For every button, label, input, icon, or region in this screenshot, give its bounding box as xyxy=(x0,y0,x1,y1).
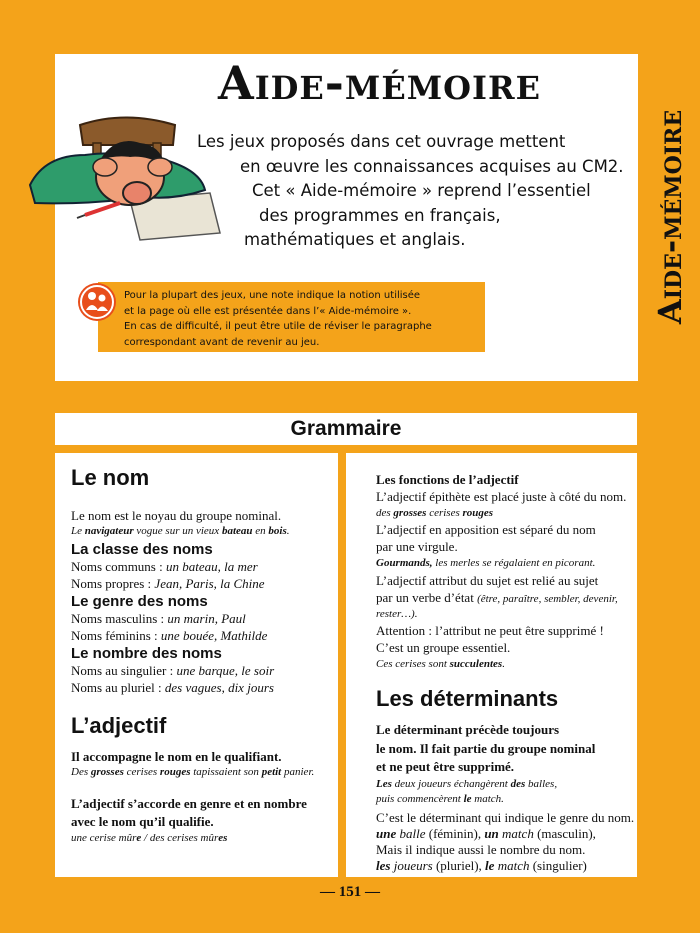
det-definition-line2: le nom. Il fait partie du groupe nominal xyxy=(376,741,596,756)
ex-part: une xyxy=(376,826,397,841)
adjectif-accord-example xyxy=(71,832,227,844)
det-definition-line3: et ne peut être supprimé. xyxy=(376,759,515,774)
note-text xyxy=(124,288,484,350)
attention-text: Attention : l’attribut ne peut être supprimé ! xyxy=(376,623,604,638)
nombre-pluriel xyxy=(71,680,274,696)
det-genre-text: C’est le déterminant qui indique le genre du nom. xyxy=(376,810,635,825)
section-title: Grammaire xyxy=(55,413,637,445)
label: Noms propres : xyxy=(71,576,155,591)
label: Noms au singulier : xyxy=(71,663,177,678)
ex-part: vogue sur un vieux xyxy=(133,525,222,537)
ex-part: / des cerises mûr xyxy=(141,832,219,844)
intro-line: mathématiques et anglais. xyxy=(244,230,466,249)
people-icon xyxy=(78,283,116,321)
ex-part: les xyxy=(376,858,391,873)
intro-text xyxy=(170,130,630,253)
ex-part: une cerise mûr xyxy=(71,832,137,844)
example: des vagues, dix jours xyxy=(164,680,274,695)
ex-part: des xyxy=(510,778,526,790)
intro-line: des programmes en français, xyxy=(259,205,501,225)
ex-part: match. xyxy=(471,793,504,805)
heading-determinants: Les déterminants xyxy=(376,686,559,711)
page-title: Aide-mémoire xyxy=(218,56,541,110)
ex-part: bateau xyxy=(221,525,253,537)
intro-line: en œuvre les connaissances acquises au CM2. xyxy=(240,156,624,176)
essentiel-text: C’est un groupe essentiel. xyxy=(376,640,511,655)
ex-part: rouges xyxy=(159,766,191,778)
ex-part: tapissaient son xyxy=(190,766,262,778)
det-nombre-text: Mais il indique aussi le nombre du nom. xyxy=(376,842,586,857)
ex-part: grosses xyxy=(393,507,427,519)
det-definition-line1: Le déterminant précède toujours xyxy=(376,722,560,737)
heading-fonctions: Les fonctions de l’adjectif xyxy=(376,472,519,487)
ex-part: Les xyxy=(376,778,392,790)
ex-part: panier. xyxy=(281,766,315,778)
classe-propres xyxy=(71,576,265,592)
ex-part: joueurs xyxy=(390,858,433,873)
example: Jean, Paris, la Chine xyxy=(154,576,265,591)
page-number: — 151 — xyxy=(320,884,380,900)
ex-part: Le xyxy=(71,525,85,537)
ex-part: le xyxy=(463,793,472,805)
ex-part: balles, xyxy=(525,778,558,790)
apposition-line2: par une virgule. xyxy=(376,539,458,554)
note-line: Pour la plupart des jeux, une note indique la notion utilisée xyxy=(124,290,421,301)
heading-genre: Le genre des noms xyxy=(71,593,208,610)
ex-part: Gourmands, xyxy=(376,557,433,569)
nombre-singulier xyxy=(71,663,274,679)
side-title-text: Aide-mémoire xyxy=(651,109,689,325)
ex-part: les merles se régalaient en picorant. xyxy=(432,557,596,569)
adjectif-definition: Il accompagne le nom en le qualifiant. xyxy=(71,749,282,764)
note-line: et la page où elle est présentée dans l’« Aide-mémoire ». xyxy=(124,305,412,317)
adjectif-example xyxy=(71,766,314,778)
ex-part: balle xyxy=(396,826,426,841)
label: Noms communs : xyxy=(71,559,166,574)
example: (être, paraître, sembler, devenir, xyxy=(477,593,618,605)
apposition-line1: L’adjectif en apposition est séparé du nom xyxy=(376,522,596,537)
ex-part: e xyxy=(136,832,142,844)
nom-definition: Le nom est le noyau du groupe nominal. xyxy=(71,508,282,523)
ex-part: es xyxy=(218,832,228,844)
ex-part: (pluriel), xyxy=(432,858,486,873)
label: Noms masculins : xyxy=(71,611,168,626)
side-title xyxy=(640,54,700,381)
ex-part: (féminin), xyxy=(425,826,485,841)
ex-part: en xyxy=(252,525,269,537)
ex-part: cerises xyxy=(123,766,160,778)
ex-part: match xyxy=(494,858,530,873)
det-example-line1 xyxy=(376,778,557,790)
attribut-line1: L’adjectif attribut du sujet est relié au sujet xyxy=(376,573,599,588)
ex-part: . xyxy=(502,658,505,670)
text: par un verbe d’état xyxy=(376,590,478,605)
ex-part: succulentes xyxy=(449,658,503,670)
ex-part: petit xyxy=(261,766,282,778)
epithete-example xyxy=(376,507,493,519)
det-example-line2 xyxy=(376,793,504,805)
label: Noms féminins : xyxy=(71,628,161,643)
ex-part: rouges xyxy=(462,507,494,519)
genre-masculins xyxy=(71,611,246,627)
note-line: En cas de difficulté, il peut être utile de réviser le paragraphe xyxy=(124,321,432,332)
example: un bateau, la mer xyxy=(165,559,258,574)
genre-feminins xyxy=(71,628,267,644)
ex-part: bois xyxy=(268,525,287,537)
ex-part: (singulier) xyxy=(529,858,587,873)
heading-nombre: Le nombre des noms xyxy=(71,645,222,662)
adjectif-accord-line1: L’adjectif s’accorde en genre et en nombre xyxy=(71,796,307,811)
example: une barque, le soir xyxy=(176,663,275,678)
classe-communs xyxy=(71,559,258,575)
intro-line: Cet « Aide-mémoire » reprend l’essentiel xyxy=(252,181,591,200)
ex-part: deux joueurs échangèrent xyxy=(391,778,511,790)
note-line: correspondant avant de revenir au jeu. xyxy=(124,336,320,348)
example: un marin, Paul xyxy=(167,611,246,626)
ex-part: puis commencèrent xyxy=(376,793,464,805)
det-nombre-example xyxy=(376,858,587,874)
intro-line: Les jeux proposés dans cet ouvrage mettent xyxy=(197,132,566,151)
epithete-text: L’adjectif épithète est placé juste à côté du nom. xyxy=(376,489,627,504)
nom-example xyxy=(71,525,289,537)
ex-part: . xyxy=(286,525,290,537)
left-column xyxy=(55,453,338,877)
attribut-line2 xyxy=(376,590,618,607)
heading-classe: La classe des noms xyxy=(71,541,213,558)
heading-nom: Le nom xyxy=(71,465,150,490)
attribut-example xyxy=(376,658,505,670)
ex-part: (masculin), xyxy=(533,826,596,841)
ex-part: navigateur xyxy=(84,525,134,537)
adjectif-accord-line2: avec le nom qu’il qualifie. xyxy=(71,814,214,829)
label: Noms au pluriel : xyxy=(71,680,165,695)
ex-part: un xyxy=(484,826,499,841)
ex-part: Des xyxy=(71,766,91,778)
heading-adjectif: L’adjectif xyxy=(71,713,167,738)
attribut-line3: rester…). xyxy=(376,608,418,620)
ex-part: des xyxy=(376,507,394,519)
ex-part: Ces cerises sont xyxy=(376,658,450,670)
ex-part: grosses xyxy=(90,766,124,778)
ex-part: cerises xyxy=(426,507,463,519)
right-column xyxy=(346,453,637,877)
det-genre-example xyxy=(376,826,596,842)
ex-part: le xyxy=(485,858,495,873)
example: une bouée, Mathilde xyxy=(160,628,268,643)
ex-part: match xyxy=(498,826,534,841)
apposition-example xyxy=(376,557,595,569)
